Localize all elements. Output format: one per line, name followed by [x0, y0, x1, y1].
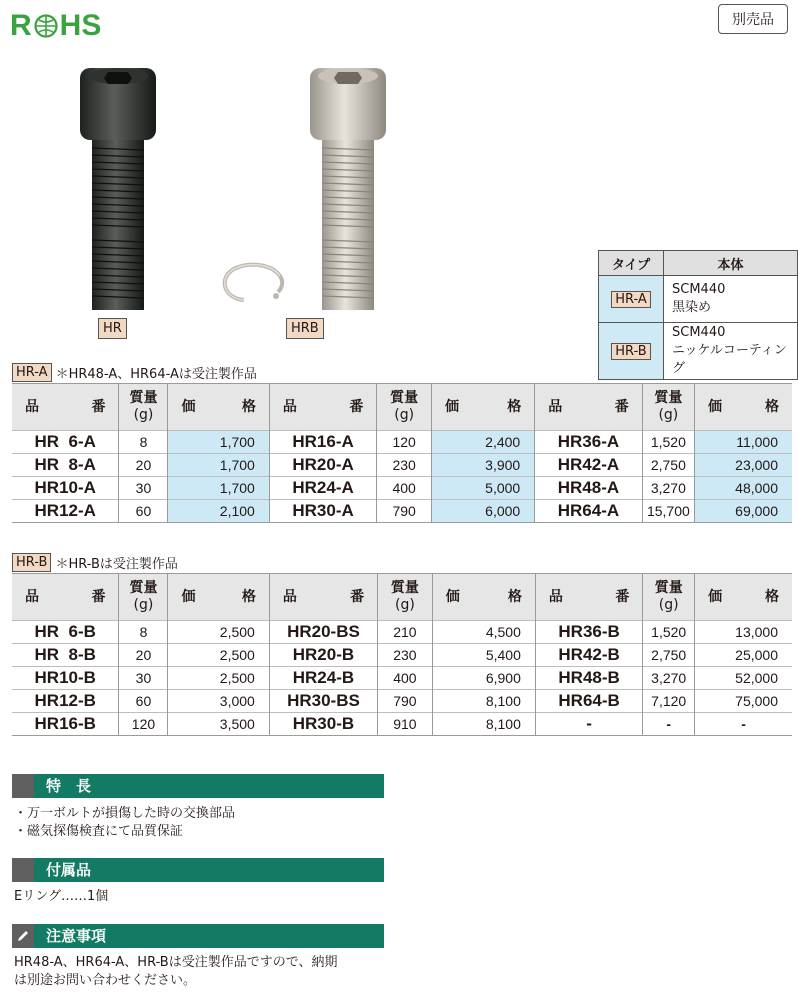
table-row	[12, 644, 792, 667]
table-row	[12, 454, 792, 477]
part-number-cell: HR 8-A	[12, 454, 119, 477]
weight-cell: 30	[119, 667, 168, 690]
accessories-heading	[12, 858, 384, 882]
section-a-heading	[12, 363, 257, 382]
weight-cell: 910	[378, 713, 433, 736]
weight-cell: 60	[119, 690, 168, 713]
part-number-cell: HR48-B	[535, 667, 642, 690]
body-material: SCM440	[672, 282, 726, 297]
price-header: 価 格	[431, 384, 534, 431]
weight-header: 質量 (g)	[378, 574, 433, 621]
price-cell: 4,500	[432, 621, 535, 644]
body-header: 本体	[664, 251, 798, 276]
type-row	[599, 276, 798, 323]
price-cell: 23,000	[695, 454, 792, 477]
price-cell: -	[695, 713, 792, 736]
part-number-cell: HR42-B	[535, 644, 642, 667]
table-row	[12, 690, 792, 713]
part-number-cell: HR36-B	[535, 621, 642, 644]
part-number-cell: HR24-B	[269, 667, 377, 690]
part-number-cell: HR 6-B	[12, 621, 119, 644]
part-number-cell: HR10-B	[12, 667, 119, 690]
weight-cell: 3,270	[642, 477, 694, 500]
accessories-text: Eリング……1個	[14, 889, 109, 904]
price-cell: 6,900	[432, 667, 535, 690]
price-cell: 2,500	[168, 667, 269, 690]
pencil-icon	[15, 928, 31, 944]
features-list	[14, 805, 235, 841]
type-header: タイプ	[599, 251, 664, 276]
price-header: 価 格	[695, 384, 792, 431]
weight-cell: 400	[377, 477, 432, 500]
accessories-title: 付属品	[46, 861, 92, 879]
rohs-logo-left: R	[10, 9, 32, 42]
part-number-cell: HR20-B	[269, 644, 377, 667]
price-cell: 48,000	[695, 477, 792, 500]
price-cell: 52,000	[695, 667, 792, 690]
weight-cell: 60	[119, 500, 168, 523]
body-material: SCM440	[672, 325, 726, 340]
price-cell: 3,500	[168, 713, 269, 736]
part-number-cell: HR64-A	[535, 500, 642, 523]
weight-header: 質量 (g)	[119, 384, 168, 431]
part-number-header: 品 番	[269, 574, 377, 621]
features-heading	[12, 774, 384, 798]
part-number-cell: HR64-B	[535, 690, 642, 713]
image-label-hr: HR	[98, 318, 127, 339]
weight-cell: 2,750	[642, 454, 694, 477]
weight-cell: -	[643, 713, 695, 736]
bolt-hrb-image	[300, 68, 400, 318]
section-b-heading	[12, 553, 178, 572]
table-row	[12, 621, 792, 644]
weight-cell: 3,270	[643, 667, 695, 690]
feature-item: ・万一ボルトが損傷した時の交換部品	[14, 806, 236, 821]
weight-cell: 230	[377, 454, 432, 477]
weight-header: 質量 (g)	[377, 384, 432, 431]
price-header: 価 格	[695, 574, 792, 621]
price-cell: 6,000	[431, 500, 534, 523]
price-cell: 25,000	[695, 644, 792, 667]
weight-cell: 20	[119, 644, 168, 667]
price-cell: 69,000	[695, 500, 792, 523]
price-cell: 1,700	[168, 454, 269, 477]
part-number-cell: HR20-BS	[269, 621, 377, 644]
separately-sold-badge: 別売品	[718, 4, 788, 34]
globe-icon	[34, 14, 58, 38]
type-table	[598, 250, 798, 380]
type-row	[599, 323, 798, 380]
notes-title: 注意事項	[46, 927, 107, 945]
notes-text	[14, 954, 337, 990]
bolt-hr-image	[70, 68, 170, 318]
price-table-a	[12, 383, 792, 523]
part-number-header: 品 番	[12, 574, 119, 621]
price-cell: 75,000	[695, 690, 792, 713]
table-header-row	[12, 384, 792, 431]
part-number-cell: HR12-B	[12, 690, 119, 713]
price-cell: 1,700	[168, 431, 269, 454]
part-number-cell: HR36-A	[535, 431, 642, 454]
weight-cell: 1,520	[642, 431, 694, 454]
price-header: 価 格	[168, 384, 269, 431]
part-number-header: 品 番	[535, 574, 642, 621]
weight-cell: 7,120	[643, 690, 695, 713]
weight-cell: 210	[378, 621, 433, 644]
image-label-hrb: HRB	[286, 318, 324, 339]
weight-cell: 30	[119, 477, 168, 500]
body-finish: 黒染め	[672, 300, 712, 315]
part-number-cell: HR16-B	[12, 713, 119, 736]
rohs-logo	[10, 10, 101, 42]
part-number-cell: HR30-A	[269, 500, 376, 523]
weight-cell: 15,700	[642, 500, 694, 523]
weight-cell: 2,750	[643, 644, 695, 667]
weight-cell: 120	[377, 431, 432, 454]
type-tag: HR-B	[611, 343, 650, 360]
notes-heading	[12, 924, 384, 948]
price-cell: 8,100	[432, 713, 535, 736]
weight-cell: 400	[378, 667, 433, 690]
part-number-cell: HR30-B	[269, 713, 377, 736]
table-row	[12, 500, 792, 523]
table-row	[12, 477, 792, 500]
price-cell: 11,000	[695, 431, 792, 454]
part-number-cell: HR20-A	[269, 454, 376, 477]
part-number-header: 品 番	[12, 384, 119, 431]
table-row	[12, 713, 792, 736]
price-cell: 5,400	[432, 644, 535, 667]
e-ring-image	[214, 262, 294, 304]
weight-cell: 120	[119, 713, 168, 736]
price-header: 価 格	[168, 574, 269, 621]
price-cell: 2,100	[168, 500, 269, 523]
notes-line: HR48-A、HR64-A、HR-Bは受注製作品ですので、納期	[14, 955, 338, 970]
section-b-note: ＊HR-Bは受注製作品	[55, 557, 178, 572]
part-number-cell: HR48-A	[535, 477, 642, 500]
price-cell: 5,000	[431, 477, 534, 500]
part-number-header: 品 番	[269, 384, 376, 431]
weight-header: 質量 (g)	[643, 574, 695, 621]
feature-item: ・磁気探傷検査にて品質保証	[14, 824, 184, 839]
part-number-cell: HR16-A	[269, 431, 376, 454]
part-number-cell: HR30-BS	[269, 690, 377, 713]
part-number-cell: -	[535, 713, 642, 736]
weight-cell: 790	[378, 690, 433, 713]
price-cell: 13,000	[695, 621, 792, 644]
price-table-b	[12, 573, 792, 736]
part-number-cell: HR12-A	[12, 500, 119, 523]
price-cell: 3,900	[431, 454, 534, 477]
features-title: 特 長	[46, 777, 92, 795]
weight-cell: 790	[377, 500, 432, 523]
type-tag: HR-A	[611, 291, 651, 308]
section-a-note: ＊HR48-A、HR64-Aは受注製作品	[55, 367, 257, 382]
price-cell: 3,000	[168, 690, 269, 713]
table-header-row	[12, 574, 792, 621]
price-cell: 1,700	[168, 477, 269, 500]
weight-cell: 1,520	[643, 621, 695, 644]
section-b-tag: HR-B	[12, 553, 51, 572]
part-number-cell: HR24-A	[269, 477, 376, 500]
part-number-cell: HR42-A	[535, 454, 642, 477]
weight-header: 質量 (g)	[642, 384, 694, 431]
part-number-cell: HR 6-A	[12, 431, 119, 454]
body-finish: ニッケルコーティング	[672, 343, 787, 376]
weight-cell: 8	[119, 431, 168, 454]
table-row	[12, 667, 792, 690]
weight-cell: 20	[119, 454, 168, 477]
price-header: 価 格	[432, 574, 535, 621]
table-row	[12, 431, 792, 454]
part-number-cell: HR 8-B	[12, 644, 119, 667]
rohs-logo-right: HS	[59, 9, 102, 42]
price-cell: 8,100	[432, 690, 535, 713]
weight-cell: 230	[378, 644, 433, 667]
price-cell: 2,500	[168, 621, 269, 644]
notes-line: は別途お問い合わせください。	[14, 973, 197, 988]
price-cell: 2,500	[168, 644, 269, 667]
part-number-cell: HR10-A	[12, 477, 119, 500]
weight-header: 質量 (g)	[119, 574, 168, 621]
part-number-header: 品 番	[535, 384, 642, 431]
weight-cell: 8	[119, 621, 168, 644]
price-cell: 2,400	[431, 431, 534, 454]
section-a-tag: HR-A	[12, 363, 52, 382]
